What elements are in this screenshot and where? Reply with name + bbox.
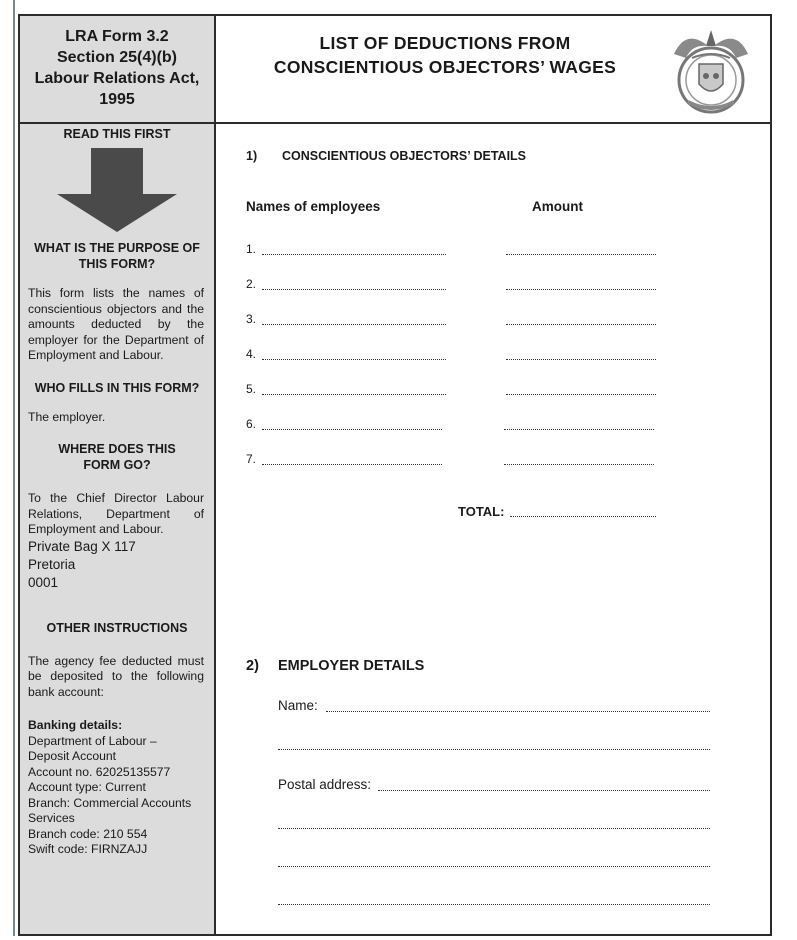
row-number: 1. — [246, 242, 257, 256]
section1-number: 1) — [246, 149, 258, 163]
amount-line[interactable] — [504, 429, 654, 430]
other-heading: OTHER INSTRUCTIONS — [46, 620, 188, 635]
banking-line: Branch code: 210 554 — [28, 826, 148, 841]
employee-name-line[interactable] — [262, 324, 446, 325]
down-arrow-icon — [57, 148, 177, 232]
who-text: The employer. — [28, 409, 106, 424]
section2-number: 2) — [246, 658, 259, 674]
address-line: 0001 — [28, 574, 59, 590]
total-line[interactable] — [510, 516, 656, 517]
row-number: 2. — [246, 277, 257, 291]
banking-line: Department of Labour – — [28, 733, 157, 748]
amount-line[interactable] — [506, 324, 656, 325]
employee-name-line[interactable] — [262, 429, 442, 430]
who-heading: WHO FILLS IN THIS FORM? — [34, 380, 200, 395]
col-header-names: Names of employees — [246, 199, 381, 214]
binding-line — [13, 0, 15, 936]
form-id-line: Labour Relations Act, — [34, 70, 200, 87]
employee-name-line[interactable] — [262, 289, 446, 290]
postal-address-line[interactable] — [378, 790, 710, 791]
banking-heading: Banking details: — [28, 718, 123, 732]
employee-name-line[interactable] — [262, 254, 446, 255]
amount-line[interactable] — [506, 289, 656, 290]
amount-line[interactable] — [504, 464, 654, 465]
employee-name-line[interactable] — [262, 359, 446, 360]
form-id-line: Section 25(4)(b) — [56, 49, 177, 66]
form-identifier — [20, 16, 214, 124]
section2-heading: EMPLOYER DETAILS — [278, 658, 425, 674]
employer-name-line[interactable] — [326, 711, 710, 712]
where-heading: WHERE DOES THIS FORM GO? — [58, 442, 176, 472]
form-frame — [18, 14, 772, 936]
row-number: 7. — [246, 452, 257, 466]
section1-heading: CONSCIENTIOUS OBJECTORS’ DETAILS — [282, 149, 527, 163]
banking-line: Swift code: FIRNZAJJ — [28, 842, 148, 856]
postal-address-line-2[interactable] — [278, 828, 710, 829]
banking-line: Branch: Commercial Accounts Services — [28, 795, 192, 825]
banking-line: Account type: Current — [28, 780, 146, 794]
main-panel — [216, 16, 770, 934]
employer-name-label: Name: — [278, 698, 318, 713]
total-label: TOTAL: — [458, 504, 505, 519]
row-number: 3. — [246, 312, 257, 326]
banking-details — [20, 718, 214, 858]
form-id-line: 1995 — [99, 91, 135, 108]
col-header-amount: Amount — [532, 199, 583, 214]
title-line: LIST OF DEDUCTIONS FROM — [319, 33, 571, 53]
amount-line[interactable] — [506, 359, 656, 360]
coat-of-arms-icon — [668, 24, 754, 116]
postal-address-line-4[interactable] — [278, 904, 710, 905]
banking-line: Account no. 62025135577 — [28, 764, 171, 779]
row-number: 5. — [246, 382, 257, 396]
postal-address-label: Postal address: — [278, 777, 372, 792]
purpose-heading: WHAT IS THE PURPOSE OF THIS FORM? — [34, 241, 200, 271]
amount-line[interactable] — [506, 394, 656, 395]
purpose-text: This form lists the names of conscientious objectors and the amounts deducted by the employer for the Department of Employment and Labour. — [28, 286, 204, 362]
other-text: The agency fee deducted must be deposited to the following bank account: — [28, 653, 204, 699]
banking-line: Deposit Account — [28, 749, 117, 763]
sidebar-instructions — [20, 126, 214, 858]
employee-name-line[interactable] — [262, 394, 446, 395]
amount-line[interactable] — [506, 254, 656, 255]
where-text: To the Chief Director Labour Relations, Department of Employment and Labour. — [28, 491, 204, 536]
form-header — [216, 16, 770, 124]
form-title — [240, 31, 650, 79]
address-block — [20, 538, 214, 592]
employee-name-line[interactable] — [262, 464, 442, 465]
row-number: 6. — [246, 417, 257, 431]
address-line: Pretoria — [28, 556, 76, 572]
address-line: Private Bag X 117 — [28, 538, 136, 554]
employer-name-line-2[interactable] — [278, 749, 710, 750]
sidebar — [20, 16, 216, 934]
title-line: CONSCIENTIOUS OBJECTORS’ WAGES — [273, 57, 617, 77]
read-first-heading: READ THIS FIRST — [63, 127, 171, 141]
postal-address-line-3[interactable] — [278, 866, 710, 867]
row-number: 4. — [246, 347, 257, 361]
form-id-line: LRA Form 3.2 — [65, 28, 169, 45]
